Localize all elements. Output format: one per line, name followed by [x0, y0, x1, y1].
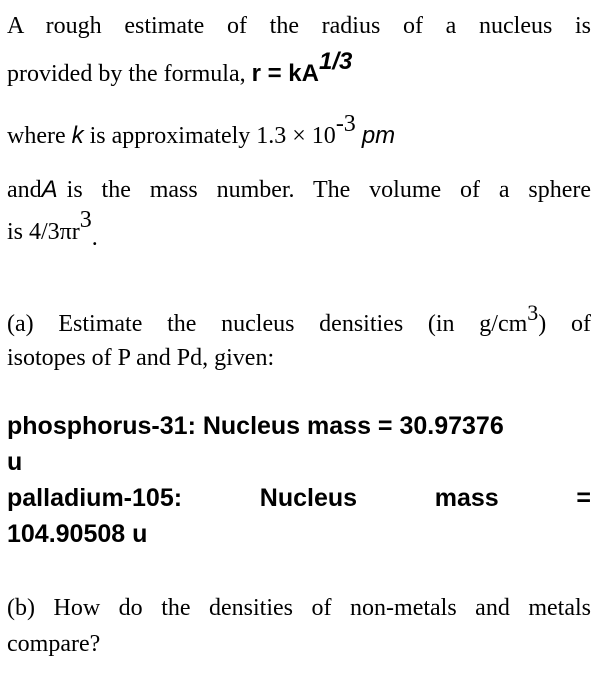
- part-a-text-1-wrap: [7, 300, 591, 337]
- mass-prefix: and: [7, 177, 42, 203]
- phosphorus-line-2: [7, 450, 22, 475]
- sphere-volume-dot: .: [91, 225, 98, 251]
- phosphorus-mass-text: phosphorus-31: Nucleus mass = 30.97376: [7, 412, 504, 440]
- k-value-text: is approximately 1.3 × 10: [89, 123, 336, 149]
- palladium-line-1: [7, 486, 591, 511]
- part-a-line-2: [7, 346, 274, 370]
- k-prefix: where: [7, 123, 66, 149]
- part-b-line-2: [7, 632, 100, 656]
- k-unit: pm: [361, 122, 396, 149]
- palladium-word-nucleus: Nucleus: [259, 484, 358, 512]
- mass-number-line-2: [7, 207, 98, 251]
- radius-formula: r = kA: [251, 60, 319, 87]
- intro-line-1: [7, 14, 591, 38]
- mass-rest: is the mass number. The volume of a sphere: [66, 177, 591, 203]
- mass-number-line-1: [7, 178, 591, 202]
- palladium-equals: =: [576, 484, 591, 512]
- phosphorus-mass-unit: u: [7, 448, 23, 476]
- part-a-line-1: [7, 300, 591, 337]
- palladium-line-2: [7, 522, 147, 547]
- phosphorus-line-1: [7, 414, 504, 439]
- radius-formula-exponent: 1/3: [318, 48, 353, 75]
- k-symbol: k: [71, 122, 84, 149]
- k-exponent: -3: [335, 111, 356, 137]
- sphere-volume-text: is 4/3πr: [7, 219, 80, 245]
- intro-text-1: A rough estimate of the radius of a nucleus is: [7, 13, 591, 39]
- part-b-text-2: compare?: [7, 631, 101, 657]
- sphere-volume-exponent: 3: [79, 207, 92, 233]
- palladium-word-mass: mass: [434, 484, 499, 512]
- palladium-mass-value: 104.90508 u: [7, 520, 148, 548]
- intro-text-2: provided by the formula,: [7, 61, 246, 87]
- palladium-label: palladium-105:: [7, 484, 183, 512]
- part-a-text-1: (a) Estimate the nucleus densities (in g/cm: [7, 311, 528, 337]
- part-b-line-1: [7, 596, 591, 620]
- intro-line-2: [7, 48, 353, 87]
- part-a-text-2: isotopes of P and Pd, given:: [7, 345, 275, 371]
- part-a-text-1-suffix: ) of: [538, 311, 591, 337]
- k-constant-line: [7, 111, 396, 149]
- part-b-text-1: (b) How do the densities of non-metals and metals: [7, 595, 591, 621]
- mass-number-symbol: A: [41, 176, 58, 203]
- part-a-exponent: 3: [527, 300, 539, 325]
